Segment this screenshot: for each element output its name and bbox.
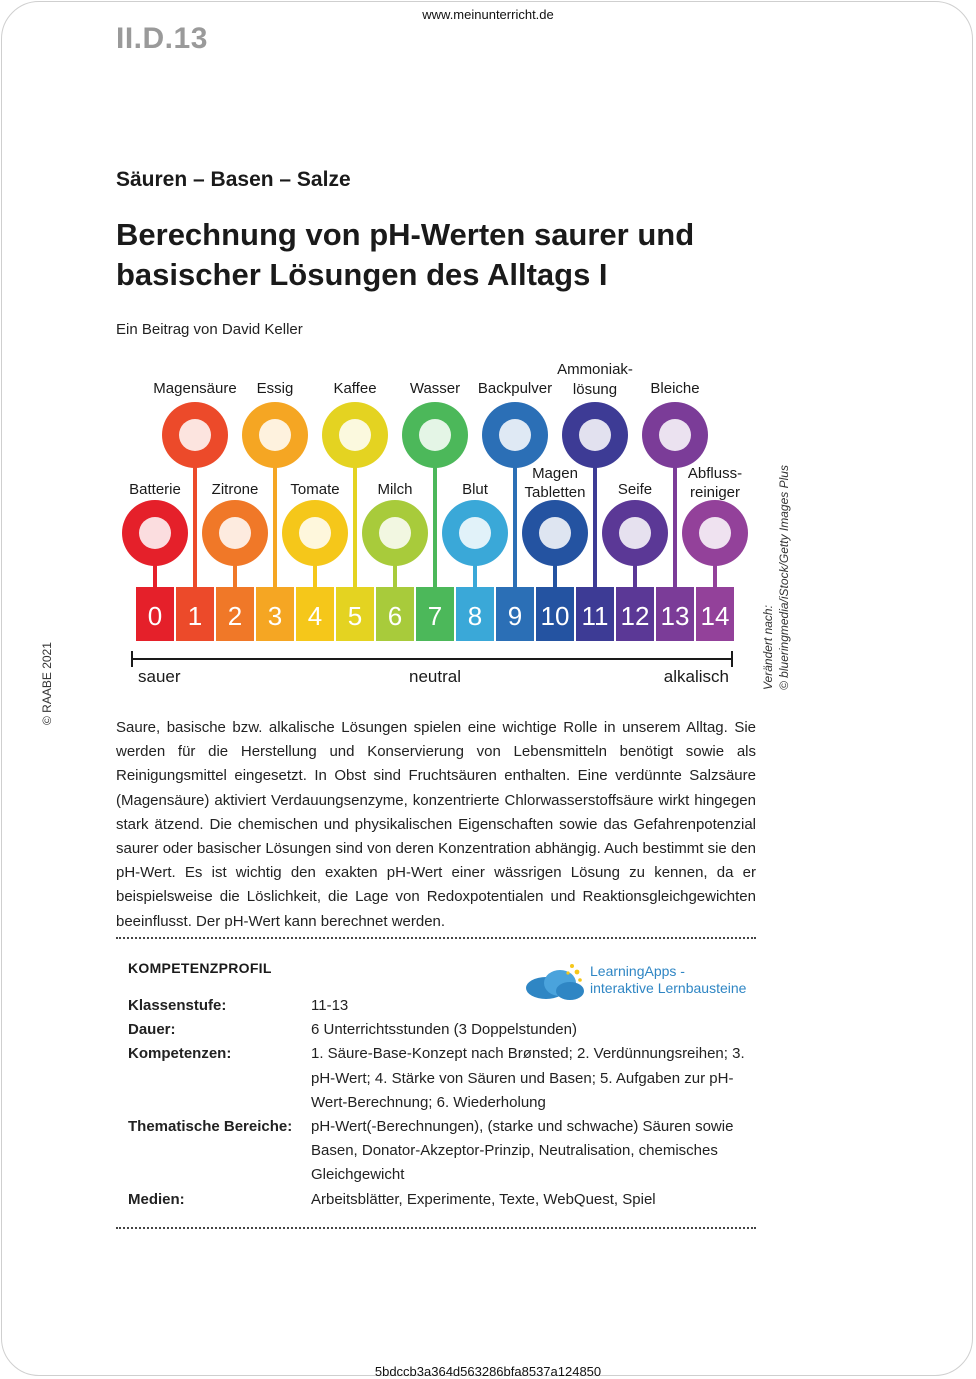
kp-label: Klassenstufe: bbox=[128, 997, 227, 1014]
title-line-1: Berechnung von pH-Werten saurer und bbox=[116, 217, 695, 252]
document-title bbox=[116, 215, 776, 295]
ph-number: 5 bbox=[347, 601, 363, 631]
intro-paragraph: Saure, basische bzw. alkalische Lösungen spielen eine wichtige Rolle in unserem Alltag. Sie werden für die Herstellung und Konservierung von Lebensmitteln benötigt sowie als Reinigungsmittel eingesetzt. In Obst sind Fruchtsäuren enthalten. Eine verdünnte Salzsäure (Magensäure) aktiviert Verdauungsenzyme, konzentrierte Chlorwasserstoffsäure wirkt hingegen stark ätzend. Die chemischen und physikalischen Eigenschaften sowie das Gefahrenpotenzial saurer oder basischer Lösungen sind von deren Konzentration abhängig. Auch bestimmt sie den pH-Wert. Es ist wichtig den exakten pH-Wert einer wässrigen Lösung zu kennen, da er beispielsweise die Löslichkeit, die Lage von Redoxpotentialen und Reaktionsgleichgewichten beeinflusst. Der pH-Wert kann berechnet werden. bbox=[116, 719, 756, 930]
kp-row-medien bbox=[128, 1188, 748, 1212]
ph-label-lower: Tomate bbox=[290, 481, 340, 498]
image-credit-line-2: © blueringmedia/iStock/Getty Images Plus bbox=[777, 465, 791, 690]
ph-number: 0 bbox=[147, 601, 163, 631]
item-icon bbox=[459, 517, 491, 549]
item-icon bbox=[539, 517, 571, 549]
kp-label: Medien: bbox=[128, 1190, 185, 1208]
kp-row-kompetenzen bbox=[128, 1042, 748, 1115]
kp-label: Thematische Bereiche: bbox=[128, 1118, 293, 1136]
kp-label: Kompetenzen: bbox=[128, 1045, 232, 1063]
ph-label-lower: Blut bbox=[462, 481, 488, 498]
item-icon bbox=[699, 517, 731, 549]
document-subtitle: Säuren – Basen – Salze bbox=[116, 168, 351, 191]
ph-number: 12 bbox=[620, 601, 650, 631]
ph-axis-label-sauer: sauer bbox=[138, 667, 181, 686]
kp-value: 1. Säure-Base-Konzept nach Brønsted; 2. Verdünnungsreihen; 3. pH-Wert; 4. Stärke von Säuren und Basen; 5. Aufgaben zur pH-Wert-Berechnung; 6. Wiederholung bbox=[311, 1045, 745, 1111]
kp-row-dauer bbox=[128, 1018, 748, 1042]
ph-number: 8 bbox=[467, 601, 483, 631]
ph-label-lower: Seife bbox=[617, 481, 653, 498]
item-icon bbox=[419, 419, 451, 451]
image-credit-line-1: Verändert nach: bbox=[761, 605, 775, 690]
kp-value: 6 Unterrichtsstunden (3 Doppelstunden) bbox=[311, 1021, 577, 1039]
ph-number: 6 bbox=[387, 601, 403, 631]
kp-value: pH-Wert(-Berechnungen), (starke und schwache) Säuren sowie Basen, Donator-Akzeptor-Prinzip, Neutralisation, chemisches Gleichgewicht bbox=[311, 1118, 734, 1184]
item-icon bbox=[339, 419, 371, 451]
ph-label-upper: lösung bbox=[572, 381, 618, 398]
ph-number: 14 bbox=[700, 601, 730, 631]
ph-label-upper: Kaffee bbox=[333, 380, 377, 397]
document-hash: 5bdccb3a364d563286bfa8537a124850 bbox=[374, 1364, 602, 1379]
ph-number: 13 bbox=[660, 601, 690, 631]
item-icon bbox=[299, 517, 331, 549]
item-icon bbox=[499, 419, 531, 451]
ph-label-upper: Ammoniak- bbox=[557, 361, 633, 378]
ph-number: 3 bbox=[267, 601, 283, 631]
ph-label-upper: Magensäure bbox=[153, 380, 237, 397]
title-line-2: basischer Lösungen des Alltags I bbox=[116, 257, 608, 292]
divider-bottom bbox=[116, 1227, 756, 1229]
kompetenzprofil-table bbox=[128, 994, 748, 1212]
ph-label-lower: Abfluss- bbox=[687, 465, 743, 482]
document-code: II.D.13 bbox=[116, 22, 208, 55]
ph-number: 11 bbox=[581, 601, 609, 631]
learningapps-line-2: interaktive Lernbausteine bbox=[590, 980, 747, 996]
ph-label-lower: Milch bbox=[377, 481, 413, 498]
ph-axis-label-alkalisch: alkalisch bbox=[663, 667, 729, 686]
ph-label-lower: Magen bbox=[532, 465, 578, 482]
kp-value: 11-13 bbox=[311, 997, 349, 1014]
kp-row-thematische-bereiche bbox=[128, 1115, 748, 1188]
author-line: Ein Beitrag von David Keller bbox=[116, 321, 303, 338]
ph-number: 10 bbox=[540, 601, 570, 631]
ph-label-upper: Wasser bbox=[409, 380, 461, 397]
ph-number: 4 bbox=[307, 601, 323, 631]
ph-label-upper: Essig bbox=[256, 380, 294, 397]
ph-scale-figure bbox=[110, 355, 750, 695]
item-icon bbox=[179, 419, 211, 451]
kp-row-klassenstufe bbox=[128, 994, 748, 1018]
copyright-note: © RAABE 2021 bbox=[40, 642, 54, 725]
ph-label-upper: Bleiche bbox=[650, 380, 700, 397]
item-icon bbox=[659, 419, 691, 451]
ph-label-lower: Tabletten bbox=[524, 484, 586, 501]
item-icon bbox=[379, 517, 411, 549]
site-url[interactable]: www.meinunterricht.de bbox=[422, 7, 554, 22]
item-icon bbox=[619, 517, 651, 549]
item-icon bbox=[259, 419, 291, 451]
ph-number: 1 bbox=[187, 601, 203, 631]
kp-value: Arbeitsblätter, Experimente, Texte, WebQuest, Spiel bbox=[311, 1190, 656, 1208]
ph-number: 7 bbox=[427, 601, 443, 631]
ph-label-upper: Backpulver bbox=[477, 380, 553, 397]
item-icon bbox=[139, 517, 171, 549]
ph-label-lower: reiniger bbox=[689, 484, 741, 501]
image-credit bbox=[760, 465, 792, 690]
ph-number: 2 bbox=[227, 601, 243, 631]
item-icon bbox=[579, 419, 611, 451]
ph-axis-label-neutral: neutral bbox=[409, 667, 461, 686]
learningapps-line-1: LearningApps - bbox=[590, 963, 685, 979]
divider-top bbox=[116, 937, 756, 939]
ph-number: 9 bbox=[507, 601, 523, 631]
kp-label: Dauer: bbox=[128, 1021, 176, 1039]
learningapps-text bbox=[590, 963, 746, 997]
kompetenzprofil-heading: KOMPETENZPROFIL bbox=[128, 960, 272, 976]
item-icon bbox=[219, 517, 251, 549]
ph-label-lower: Batterie bbox=[129, 481, 181, 498]
ph-label-lower: Zitrone bbox=[211, 481, 259, 498]
